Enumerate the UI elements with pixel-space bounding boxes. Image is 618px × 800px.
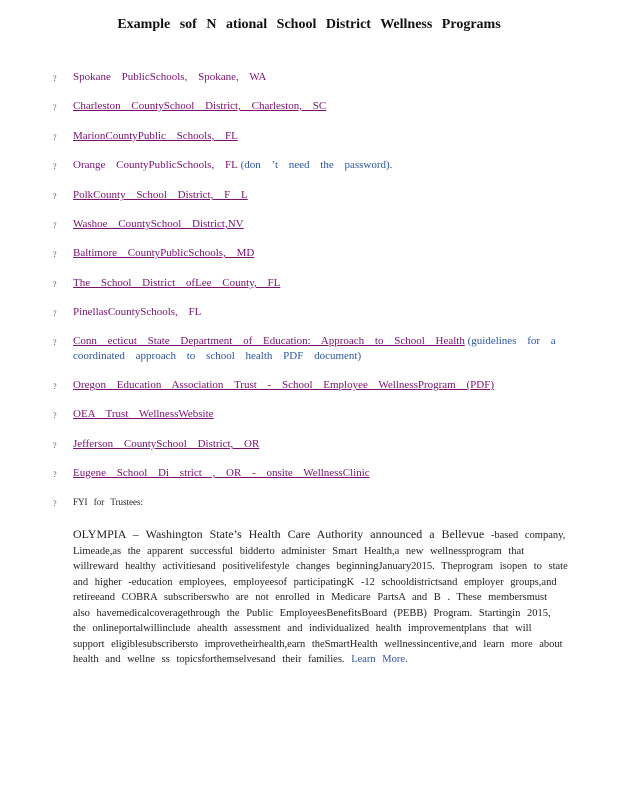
bullet-icon: ?: [53, 309, 57, 318]
paragraph-body: -based company, Limeade,as the apparent successful bidderto administer Smart Health,a new wellnessprogram that willreward healthy activitiesand positivelifestyle changes beginningJanuary2015. Theprogram isopen to state and higher -education employees, employeesof participatingK -12 schooldistrictsand employer groups,and retireeand COBRA subscriberswho are not enrolled in Medicare PartsA and B . These membersmust also havemedicalcoveragethrough the Public EmployeesBenefitsBoard (PEBB) Program. Startingin 2015, the onlineportalwillinclude ahealth assessment and individualized health improvementplans that will support eligiblesubscribersto improvetheirhealth,earn theSmartHealth wellnessincentive,and learn more about health and wellne ss topicsforthemselvesand their families.: [73, 530, 568, 665]
bullet-icon: ?: [53, 280, 57, 289]
list-item-link[interactable]: Charleston CountySchool District, Charleston, SC: [73, 100, 327, 112]
learn-more-link[interactable]: Learn More.: [351, 654, 408, 665]
bullet-icon: ?: [53, 338, 57, 347]
news-paragraph: [73, 527, 569, 668]
paragraph-lead: OLYMPIA – Washington State’s Health Care Authority announced a Bellevue: [73, 527, 485, 541]
bullet-icon: ?: [53, 162, 57, 171]
list-item-link[interactable]: Washoe CountySchool District,NV: [73, 218, 244, 230]
list-item-link[interactable]: Eugene School Di strict , OR - onsite WellnessClinic: [73, 467, 370, 479]
list-item-note: (don ’t need the password).: [240, 159, 393, 171]
bullet-icon: ?: [53, 74, 57, 83]
bullet-icon: ?: [53, 133, 57, 142]
bullet-icon: ?: [53, 411, 57, 420]
list-item-link[interactable]: Jefferson CountySchool District, OR: [73, 438, 260, 450]
list-item-label: FYI for Trustees:: [73, 497, 144, 507]
list-item-link[interactable]: PolkCounty School District, F L: [73, 189, 248, 201]
list-item-link[interactable]: The School District ofLee County, FL: [73, 277, 281, 289]
bullet-icon: ?: [53, 382, 57, 391]
list-item-link[interactable]: OEA Trust WellnessWebsite: [73, 408, 214, 420]
list-item-link[interactable]: MarionCountyPublic Schools, FL: [73, 130, 238, 142]
list-item-label: Orange CountyPublicSchools, FL: [73, 159, 238, 171]
bullet-icon: ?: [53, 499, 57, 508]
bullet-icon: ?: [53, 441, 57, 450]
list-item-label: PinellasCountySchools, FL: [73, 306, 202, 318]
bullet-icon: ?: [53, 221, 57, 230]
bullet-icon: ?: [53, 103, 57, 112]
list-item-link[interactable]: Oregon Education Association Trust - School Employee WellnessProgram (PDF): [73, 379, 494, 391]
bullet-icon: ?: [53, 250, 57, 259]
bullet-icon: ?: [53, 470, 57, 479]
bullet-icon: ?: [53, 192, 57, 201]
list-item-link[interactable]: Baltimore CountyPublicSchools, MD: [73, 247, 255, 259]
list-item-link[interactable]: Conn ecticut State Department of Education: Approach to School Health: [73, 335, 465, 347]
page-title: Example sof N ational School District Wellness Programs: [117, 17, 501, 32]
list-item-note: (guidelines for a coordinated approach to school health PDF document): [73, 335, 556, 362]
list-item-label: Spokane PublicSchools, Spokane, WA: [73, 71, 267, 83]
